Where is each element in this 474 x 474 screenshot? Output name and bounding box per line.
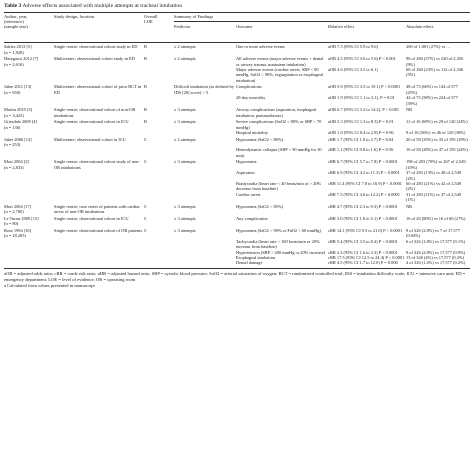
author-line: Sakles 2013 [5] xyxy=(4,44,32,50)
loe-cell xyxy=(144,147,174,158)
absolute-effect-cell: 31 of 283 (11%) vs 37 of 2,549 (1%) xyxy=(406,191,461,203)
outcome-cell: Hypoxemia (SaO2 < 80%) xyxy=(236,136,283,142)
author-cell xyxy=(4,260,54,265)
absolute-effect-cell: 13 of 326 (4%) vs 17,577 (0.2%) xyxy=(406,254,465,260)
outcome-header: Outcome xyxy=(236,24,253,29)
design-cell xyxy=(54,192,144,203)
author-line: Jaber 2006 [14] xyxy=(4,136,32,142)
author-cell xyxy=(4,170,54,181)
loe-cell xyxy=(144,260,174,265)
table-caption xyxy=(4,3,470,10)
absolute-effect-cell: 48 of 73 (66%) vs 144 of 577 (25%) xyxy=(406,84,458,95)
predictor-cell xyxy=(174,192,236,203)
author-line: (n = 2,833) xyxy=(4,164,24,170)
loe-cell: C xyxy=(144,159,147,165)
author-line: (n = 253) xyxy=(4,142,21,148)
predictor-cell xyxy=(174,95,236,106)
relative-effect-cell: cRR 3.0 (95% CI 1.8 to 5.1) P < 0.0001 xyxy=(328,215,398,221)
relative-effect-cell: cRR 17.5 (95% CI 12.5 to 24.4) P < 0.0001 xyxy=(328,254,405,260)
author-cell xyxy=(4,95,54,106)
design-cell: Single centre; case series of patients with cardiac arrest of non-OR intubations xyxy=(54,203,141,215)
outcome-cell: Aspiration xyxy=(236,170,255,176)
predictor-cell: Difficult intubation (as defined by IDS [26] score) > 5 xyxy=(174,84,234,95)
author-cell xyxy=(4,135,54,147)
loe-cell: C xyxy=(144,203,147,209)
absolute-effect-cell: 6 of 326 (1.8%) vs 17,577 (0.1%) xyxy=(406,238,466,244)
outcome-cell: Major adverse events (cardiac arrest, SBP < 90 mmHg, SaO2 < 90%, regurgitation or esophageal intubation) xyxy=(236,67,324,83)
relative-effect-cell: cRR 7.5 (95% CI 4.6 to 12.2) P < 0.0001 xyxy=(328,191,400,197)
outcome-cell: Any complication xyxy=(236,215,268,221)
outcome-cell: Cardiac arrest xyxy=(236,191,261,197)
predictor-cell: ≥ 2 attempts xyxy=(174,44,196,50)
table-row xyxy=(4,55,470,67)
author-cell xyxy=(4,118,54,130)
author-line: (n = 80) xyxy=(4,221,19,227)
table-row xyxy=(4,158,470,170)
outcome-cell: Tachycardia (heart rate > 100 beats/min or 20% increase from baseline) xyxy=(236,238,320,250)
design-cell xyxy=(54,67,144,83)
table-row xyxy=(4,239,470,250)
author-line: Mort 2004 [2] xyxy=(4,159,29,165)
relative-effect-cell: cRR 5.4 (95% CI 3.5 to 8.4) P < 0.0001 xyxy=(328,238,398,244)
design-cell xyxy=(54,239,144,250)
absolute-effect-cell: NR xyxy=(406,107,413,113)
author-cell xyxy=(4,215,54,227)
author-line: Rose 1994 [16] xyxy=(4,227,32,233)
absolute-effect-cell: 60 of 260 (23%) vs 112 of 2,336 (5%) xyxy=(406,67,464,78)
outcome-cell: 28-day mortality xyxy=(236,95,266,101)
author-cell xyxy=(4,43,54,55)
design-cell: Single centre; observational cohort of non-OR intubations xyxy=(54,107,136,118)
absolute-effect-cell: 16 of 58 (28%) vs 47 of 195 (24%) xyxy=(406,147,468,153)
table-row xyxy=(4,215,470,227)
table-row xyxy=(4,83,470,95)
loe-cell xyxy=(144,95,174,106)
table-row xyxy=(4,203,470,215)
outcome-cell: Esophageal intubation xyxy=(236,254,276,260)
design-cell: Single centre; observational cohort in ICU xyxy=(54,215,129,221)
predictor-cell: ≥ 3 attempts xyxy=(174,203,196,209)
design-cell: Single centre; observational cohort in ICU xyxy=(54,119,129,125)
loe-cell: C xyxy=(144,227,147,233)
relative-header: Relative effect xyxy=(328,24,355,29)
table-row xyxy=(4,95,470,106)
outcome-cell: Airway complications (aspiration, esophageal intubation, pneumothorax) xyxy=(236,107,317,118)
relative-effect-cell: aOR 1.9 (95% CI 1.1 to 3.1), P = 0.01 xyxy=(328,95,395,101)
table-row xyxy=(4,227,470,239)
evidence-table xyxy=(4,43,470,266)
author-cell xyxy=(4,203,54,215)
author-cell xyxy=(4,158,54,170)
absolute-effect-cell: 4 of 326 (1.2%) vs 17,577 (0.2%) xyxy=(406,260,466,266)
loe-cell: B xyxy=(144,119,147,125)
design-header: Study design, location xyxy=(54,14,95,19)
relative-effect-cell: cRR 14.1 (95% CI 9.5 to 21.0) P < 0.0001 xyxy=(328,227,403,233)
predictor-cell: ≥ 2 attempts xyxy=(174,56,196,62)
design-cell: Multicentre; observational cohort of prior RCT in ED xyxy=(54,84,142,95)
author-cell xyxy=(4,227,54,239)
predictor-cell: ≥ 3 attempts xyxy=(174,107,196,113)
author-line: Jabre 2011 [13] xyxy=(4,84,32,90)
design-cell: Multicentre; observational cohort in ICU xyxy=(54,136,126,142)
author-line: Griesdale 2008 [4] xyxy=(4,119,37,125)
relative-effect-cell: aOR 4.6 (95% CI 3.5 to 6.1) xyxy=(328,67,378,72)
table-row xyxy=(4,118,470,130)
design-cell: Single centre; observational cohort study in ED xyxy=(54,44,138,50)
design-cell: Multicentre; observational cohort study in ED xyxy=(54,56,135,62)
table-row xyxy=(4,192,470,203)
table-header xyxy=(4,13,470,42)
relative-effect-cell: cRR 11.4 (95% CI 7.8 to 16.9) P < 0.0001 xyxy=(328,181,402,187)
loe-cell xyxy=(144,239,174,250)
table-label: Table 3 xyxy=(4,3,22,9)
table-row xyxy=(4,135,470,147)
relative-effect-cell: aOR 4.5 (95% CI 3.6 to 5.6) P < 0.001 xyxy=(328,56,396,62)
loe-cell xyxy=(144,67,174,83)
table-row xyxy=(4,260,470,265)
predictor-cell: ≥ 2 attempts xyxy=(174,136,196,142)
absolute-effect-cell: 60 of 283 (21%) vs 42 of 2,549 (2%) xyxy=(406,181,462,192)
summary-header: Summary of Findings xyxy=(174,14,214,19)
table-row xyxy=(4,67,470,83)
relative-effect-cell: aOR 3.3 (95% CI 1.3 to 8.3) P = 0.01 xyxy=(328,119,394,125)
outcome-cell: All adverse events (major adverse events + dental or airway trauma, mainstem intubation) xyxy=(236,56,324,67)
design-cell xyxy=(54,260,144,265)
author-header-line: (reference) xyxy=(4,19,24,25)
author-line: (n = 136) xyxy=(4,124,21,130)
outcome-cell: Hypoxemia (SaO2 < 90% or PaO2 < 60 mmHg) xyxy=(236,227,321,233)
design-cell xyxy=(54,147,144,158)
summary-subrule xyxy=(174,21,470,22)
predictor-header: Predictor xyxy=(174,24,191,29)
loe-cell: B xyxy=(144,44,147,50)
author-cell xyxy=(4,147,54,158)
predictor-cell xyxy=(174,170,236,181)
loe-header-line: LOE xyxy=(144,19,153,25)
absolute-effect-cell: 16 of 20 (80%) vs 16 of 60 (27%) xyxy=(406,215,466,221)
author-line: Martin 2010 [3] xyxy=(4,107,33,113)
outcome-cell: Hospital mortality xyxy=(236,130,269,136)
relative-effect-cell: cRR 2.3 (95% CI 1.6 to 3.3) P < 0.0001 xyxy=(328,249,398,255)
absolute-effect-cell: NR xyxy=(406,203,413,209)
design-cell xyxy=(54,181,144,192)
author-cell xyxy=(4,67,54,83)
relative-effect-cell: cRR 6.9 (95% CI 4.2 to 11.3) P < 0.0001 xyxy=(328,170,400,176)
absolute-effect-cell: 9 of 326 (2.8%) vs 7 of 17,577 (0.04%) xyxy=(406,227,461,239)
relative-effect-cell: aOR 7.5 (95% CI 5.9 to 9.6) xyxy=(328,44,378,50)
relative-effect-cell: cRR 6.7 (95% CI 5.7 to 7.8) P < 0.0001 xyxy=(328,159,398,165)
author-cell xyxy=(4,192,54,203)
author-line: Hasegawa 2012 [7] xyxy=(4,56,39,62)
loe-header-line: Overall xyxy=(144,14,158,19)
loe-cell: C xyxy=(144,215,147,221)
loe-header xyxy=(144,14,158,24)
predictor-cell xyxy=(174,147,236,158)
absolute-effect-cell: 9 of 16 (56%) vs 46 of 120 (38%) xyxy=(406,130,466,136)
predictor-cell: ≥ 3 attempts xyxy=(174,119,196,125)
author-header xyxy=(4,14,28,30)
absolute-effect-cell: 9 of 326 (2.8%) vs 17,577 (0.9%) xyxy=(406,249,466,255)
predictor-cell xyxy=(174,67,236,83)
relative-effect-cell: cRR 1.1 (95% CI 0.8 to 1.6) P = 0.56 xyxy=(328,147,394,153)
author-header-line: (sample size) xyxy=(4,24,28,30)
absolute-effect-cell: 198 of 283 (70%) vs 267 of 2,549 (10%) xyxy=(406,159,466,170)
outcome-cell: Hypoxemia xyxy=(236,159,257,165)
author-line: (n = 18,205) xyxy=(4,233,26,239)
table-row xyxy=(4,106,470,118)
abbreviations-note: aOR = adjusted odds ratio; cRR = crude risk ratio; aHR = adjusted hazard ratio; SBP = systolic blood pressure; SaO2 = arterial saturation of oxygen; RCT = randomized controlled trial; IDS = intubation difficulty scale; ICU = intensive care unit; ED = emergency department; LOE = level of evidence; OR = operating room xyxy=(4,270,466,282)
loe-cell: B xyxy=(144,107,147,113)
predictor-cell: ≥ 3 attempts xyxy=(174,159,196,165)
relative-effect-cell: cRR 4.5 (95% CI 1.7 to 12.0) P = 0.006 xyxy=(328,260,398,266)
table-row xyxy=(4,147,470,158)
predictor-cell xyxy=(174,239,236,250)
footnotes xyxy=(4,271,470,289)
design-cell: Single centre; observational cohort study of non-OR intubations xyxy=(54,159,140,170)
absolute-effect-cell: 37 of 283 (13%) vs 48 of 2,549 (2%) xyxy=(406,170,462,181)
table-row xyxy=(4,43,470,55)
author-line: (n = 2,760) xyxy=(4,209,24,215)
calculated-note: a Calculated from values presented in manuscript xyxy=(4,282,95,288)
author-line: Mort 2004 [17] xyxy=(4,203,32,209)
loe-cell: C xyxy=(144,136,147,142)
absolute-effect-cell: 42 of 73 (58%) vs 224 of 577 (39%) xyxy=(406,95,458,106)
outcome-cell: Severe complications (SaO2 < 80% or SBP < 70 mmHg) xyxy=(236,119,322,130)
bottom-rule xyxy=(4,268,470,269)
absolute-effect-cell: 269 of 1,001 (27%) vs ... xyxy=(406,44,450,50)
author-header-line: Author, year, xyxy=(4,14,28,19)
design-cell: Single centre; observational cohort of OR patients xyxy=(54,227,143,233)
author-cell xyxy=(4,55,54,67)
table-row xyxy=(4,181,470,192)
author-cell xyxy=(4,239,54,250)
design-cell xyxy=(54,95,144,106)
outcome-cell: One or more adverse events xyxy=(236,44,286,50)
author-cell xyxy=(4,181,54,192)
design-cell xyxy=(54,170,144,181)
relative-effect-cell: cRR 1.7 (95% CI 1.0 to 2.7) P = 0.04 xyxy=(328,136,394,142)
predictor-cell: ≥ 3 attempts xyxy=(174,215,196,221)
outcome-cell: Hemodynamic collapse (SBP < 90 mmHg for 30 min) xyxy=(236,147,322,158)
author-line: Le Tacon 2000 [15] xyxy=(4,215,39,221)
relative-effect-cell: cRR 4.7 (95% CI 2.3 to 9.3) P < 0.0001 xyxy=(328,203,398,209)
outcome-cell: Bradycardia (heart rate < 40 beats/min or > 20% decrease from baseline) xyxy=(236,181,322,192)
outcome-cell: Dental damage xyxy=(236,260,263,266)
paper-page xyxy=(4,3,470,289)
author-line: (n = 2,616) xyxy=(4,61,24,67)
predictor-cell xyxy=(174,181,236,192)
absolute-effect-cell: 20 of 58 (35%) vs 35 of 195 (18%) xyxy=(406,136,468,142)
author-line: (n = 3,423) xyxy=(4,112,24,118)
relative-effect-cell: aOR 1.0 (95% CI 0.4 to 2.8) P = 0.96 xyxy=(328,130,394,136)
absolute-header: Absolute effect xyxy=(406,24,434,29)
predictor-cell xyxy=(174,260,236,265)
absolute-effect-cell: 11 of 16 (69%) vs 29 of 120 (24%) xyxy=(406,119,468,125)
table-row xyxy=(4,170,470,181)
loe-cell: B xyxy=(144,84,147,90)
loe-cell xyxy=(144,170,174,181)
loe-cell: B xyxy=(144,56,147,62)
absolute-effect-cell: 96 of 260 (37%) vs 220 of 2,356 (9%) xyxy=(406,56,464,67)
outcome-cell: Hypertension (SBP > 200 mmHg or 20% increase) xyxy=(236,249,326,255)
table-title: Adverse effects associated with multiple attempts at tracheal intubation xyxy=(22,3,183,9)
outcome-cell: Complications xyxy=(236,84,262,90)
author-line: (n = 650) xyxy=(4,89,21,95)
author-cell xyxy=(4,106,54,118)
loe-cell xyxy=(144,181,174,192)
loe-cell xyxy=(144,192,174,203)
author-cell xyxy=(4,83,54,95)
relative-effect-cell: aOR 6.7 (95% CI 3.2 to 14.2), P < 0.001 xyxy=(328,107,400,113)
relative-effect-cell: aOR 5.9 (95% CI 3.5 to 10.1) P < 0.0001 xyxy=(328,84,401,90)
author-line: (n = 1,828) xyxy=(4,49,24,55)
outcome-cell: Hypoxemia (SaO2 < 85%) xyxy=(236,203,283,209)
predictor-cell: ≥ 3 attempts xyxy=(174,227,196,233)
